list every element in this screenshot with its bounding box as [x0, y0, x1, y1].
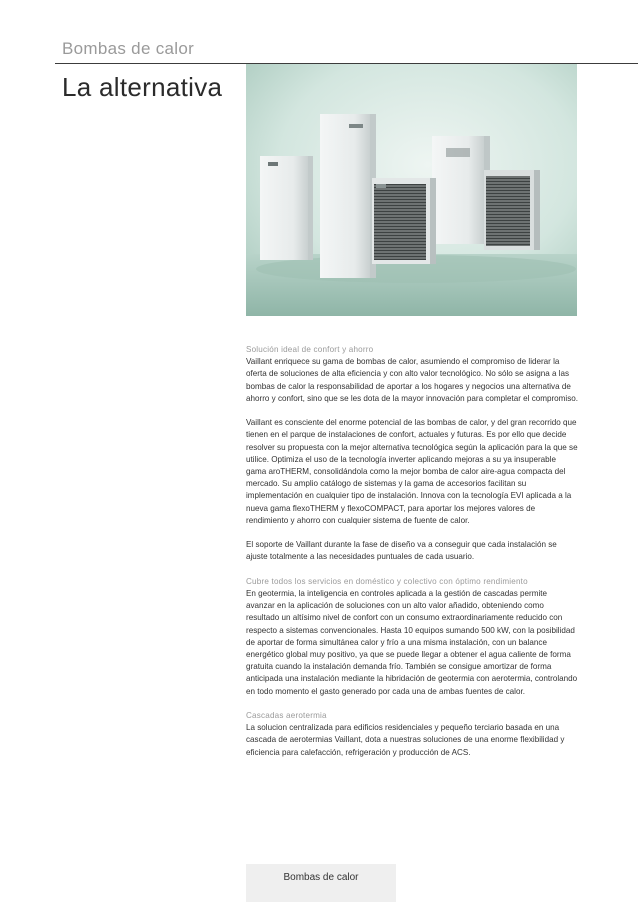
subheading-servicios: Cubre todos los servicios en doméstico y colectivo con óptimo rendimiento	[246, 576, 528, 586]
footer-label: Bombas de calor	[283, 872, 359, 883]
section-title: Bombas de calor	[62, 39, 195, 58]
subheading-cascadas: Cascadas aerotermia	[246, 711, 327, 721]
heat-pump-product-icon	[246, 64, 577, 316]
paragraph-cascadas: La solucion centralizada para edificios residenciales y pequeño terciario basada en una cascada de aerotermias Vaillant, dota a nuestras soluciones de una enorme flexibilidad y eficiencia para calefacción, refrigeración y producción de ACS.	[246, 723, 565, 757]
heat-pump-product-photo	[246, 64, 577, 316]
paragraph-potencial: Vaillant es consciente del enorme potencial de las bombas de calor, y del gran recorrido que tienen en el parque de instalaciones de confort, actuales y futuras. Es por ello que decide resolver su propuesta con la mejor alternativa tecnológica según la aplicación para la que se utilice. Optimiza el uso de la tecnología inverter aplicando mejoras a su ya insuperable gama aroTHERM, consolidándola como la mejor bomba de calor aire-agua compacta del mercado. Su amplio catálogo de sistemas y la gama de accesorios facilitan su implementación en cualquier tipo de instalación. Innova con la tecnología EVI aplicada a la nueva gama flexoTHERM y flexoCOMPACT, para aportar los mejores valores de rendimiento y ahorro con cualquier sistema de fuente de calor.	[246, 418, 578, 525]
footer-tab	[246, 864, 396, 902]
body-text	[246, 344, 578, 771]
paragraph-geotermia: En geotermia, la inteligencia en controles aplicada a la gestión de cascadas permite avanzar en la aplicación de soluciones con un alto valor añadido, obteniendo como resultado un altísimo nivel de confort con un consumo extraordinariamente reducido con respecto a sistemas convencionales. Hasta 10 equipos sumando 500 kW, con la posibilidad de aportar de forma simultánea calor y frío a una misma instalación, con un balance energético global muy positivo, ya que se puede llegar a obtener el agua caliente de forma gratuita cuando la instalación demanda frío. También se consigue amortizar de forma anticipada una instalación mediante la hibridación de geotermia con aerotermia, controlando en todo momento el gasto generado por cada una de ambas fuentes de calor.	[246, 589, 578, 696]
subheading-confort: Solución ideal de confort y ahorro	[246, 345, 374, 354]
page-heading: La alternativa	[62, 72, 223, 102]
paragraph-intro: Vaillant enriquece su gama de bombas de calor, asumiendo el compromiso de liderar la oferta de soluciones de alta eficiencia y con alto valor tecnológico. No sólo se asigna a las bombas de calor la responsabilidad de aportar a los hogares y negocios una alternativa de ahorro y confort, sino que se les dota de la mayor innovación para completar el compromiso.	[246, 357, 579, 403]
paragraph-soporte: El soporte de Vaillant durante la fase de diseño va a conseguir que cada instalación se ajuste totalmente a las necesidades puntuales de cada usuario.	[246, 540, 557, 562]
